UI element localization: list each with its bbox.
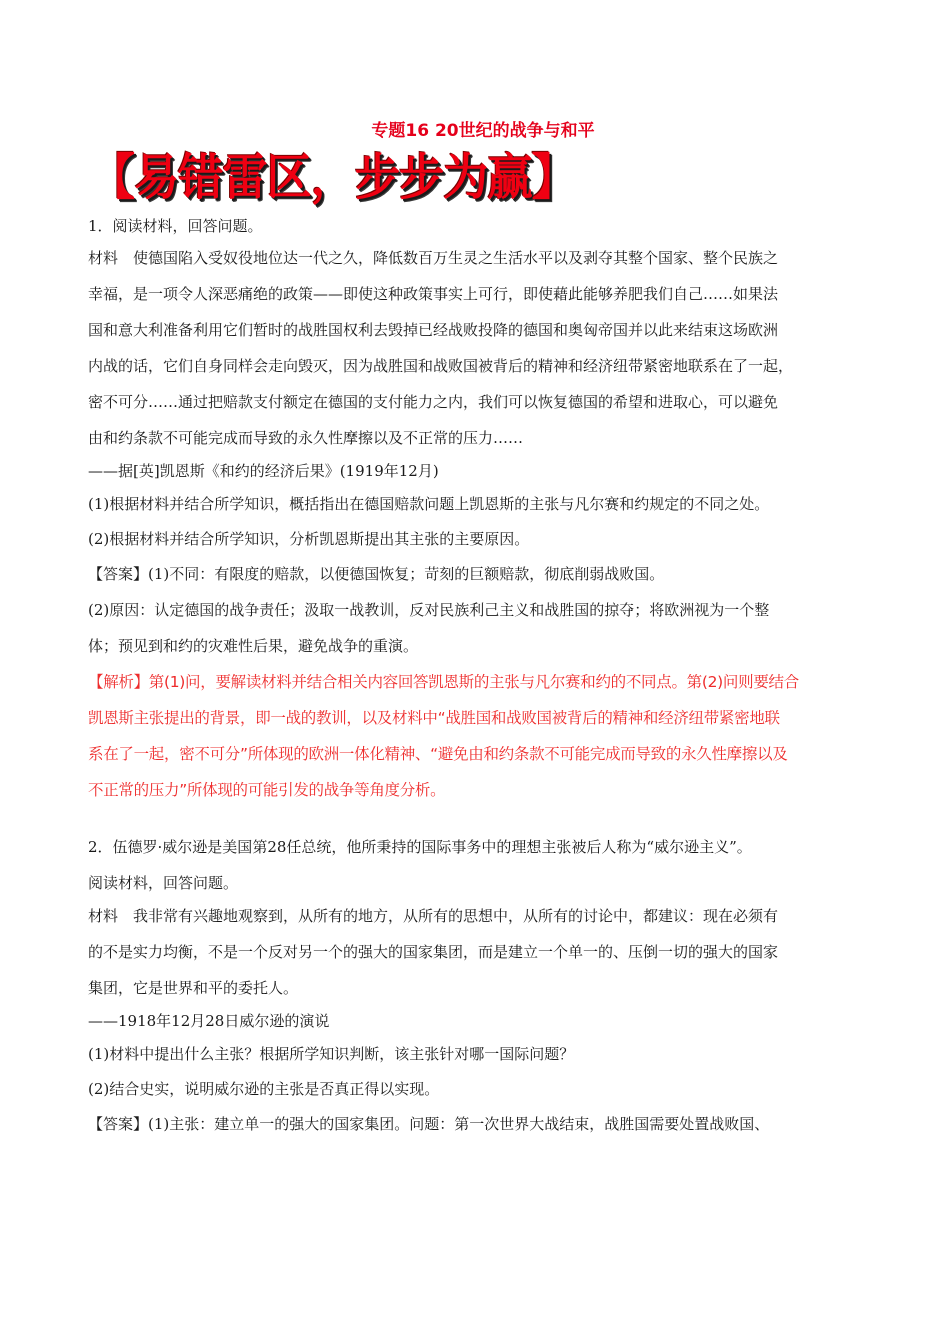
text-line: 密不可分……通过把赔款支付额定在德国的支付能力之内，我们可以恢复德国的希望和进取心，可以避免 (88, 393, 779, 411)
text-line: (2)原因：认定德国的战争责任；汲取一战教训，反对民族利己主义和战胜国的掠夺；将欧洲视为一个整 (88, 601, 770, 619)
text-line: 材料 我非常有兴趣地观察到，从所有的地方，从所有的思想中，从所有的讨论中，都建议：现在必须有 (88, 907, 779, 925)
text-line: 体；预见到和约的灾难性后果，避免战争的重演。 (88, 637, 419, 655)
text-line: (1)材料中提出什么主张？根据所学知识判断，该主张针对哪一国际问题？ (88, 1045, 575, 1063)
text-line: (1)根据材料并结合所学知识，概括指出在德国赔款问题上凯恩斯的主张与凡尔赛和约规定的不同之处。 (88, 495, 770, 513)
section-banner: 【易错雷区，步步为赢】 (90, 149, 576, 206)
text-line: 国和意大利准备利用它们暂时的战胜国权利去毁掉已经战败投降的德国和奥匈帝国并以此来结束这场欧洲 (88, 321, 779, 339)
analysis-line: 不正常的压力”所体现的可能引发的战争等角度分析。 (88, 781, 446, 799)
text-line: 2．伍德罗·威尔逊是美国第28任总统，他所秉持的国际事务中的理想主张被后人称为“威尔逊主义”。 (88, 838, 752, 856)
text-line: 内战的话，它们自身同样会走向毁灭，因为战胜国和战败国被背后的精神和经济纽带紧密地联系在了一起， (88, 357, 794, 375)
text-line: (2)结合史实，说明威尔逊的主张是否真正得以实现。 (88, 1080, 440, 1098)
text-line: 由和约条款不可能完成而导致的永久性摩擦以及不正常的压力…… (88, 429, 524, 447)
analysis-line: 凯恩斯主张提出的背景，即一战的教训，以及材料中“战胜国和战败国被背后的精神和经济纽带紧密地联 (88, 709, 780, 727)
analysis-line: 系在了一起，密不可分”所体现的欧洲一体化精神、“避免由和约条款不可能完成而导致的永久性摩擦以及 (88, 745, 788, 763)
text-line: (2)根据材料并结合所学知识，分析凯恩斯提出其主张的主要原因。 (88, 530, 530, 548)
text-line: 1．阅读材料，回答问题。 (88, 217, 263, 235)
text-line: 阅读材料，回答问题。 (88, 874, 239, 892)
text-line: ——据[英]凯恩斯《和约的经济后果》(1919年12月) (88, 462, 439, 480)
analysis-line: 【解析】第(1)问，要解读材料并结合相关内容回答凯恩斯的主张与凡尔赛和约的不同点。第(2)问则要结合 (88, 673, 799, 691)
text-line: 集团，它是世界和平的委托人。 (88, 979, 299, 997)
text-line: 材料 使德国陷入受奴役地位达一代之久，降低数百万生灵之生活水平以及剥夺其整个国家、整个民族之 (88, 249, 779, 267)
text-line: 的不是实力均衡，不是一个反对另一个的强大的国家集团，而是建立一个单一的、压倒一切的强大的国家 (88, 943, 779, 961)
text-line: ——1918年12月28日威尔逊的演说 (88, 1012, 330, 1030)
document-title: 专题16 20世纪的战争与和平 (371, 121, 595, 141)
text-line: 【答案】(1)不同：有限度的赔款，以便德国恢复；苛刻的巨额赔款，彻底削弱战败国。 (88, 565, 665, 583)
text-line: 【答案】(1)主张：建立单一的强大的国家集团。问题：第一次世界大战结束，战胜国需要处置战败国、 (88, 1115, 770, 1133)
text-line: 幸福，是一项令人深恶痛绝的政策——即使这种政策事实上可行，即使藉此能够养肥我们自己……如果法 (88, 285, 779, 303)
